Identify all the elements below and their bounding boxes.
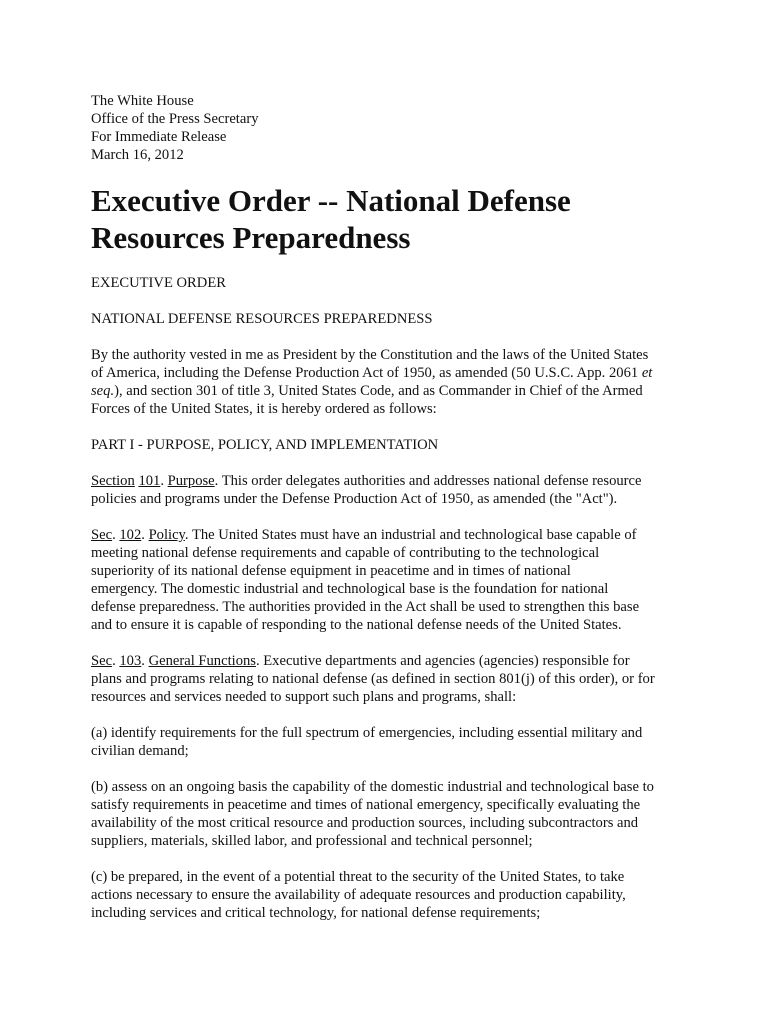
intro-paragraph bbox=[91, 346, 691, 418]
section-label: Sec bbox=[91, 527, 113, 543]
section-number: 102 bbox=[119, 527, 142, 543]
header-release: For Immediate Release bbox=[91, 129, 227, 145]
section-103: Sec. 103. General Functions. Executive departments and agencies (agencies) responsible for plans and programs relating to national defense (as defined in section 801(j) of this order), or for resources and services needed to support such plans and programs, shall: bbox=[91, 653, 655, 705]
intro-line: Forces of the United States, it is hereby ordered as follows: bbox=[91, 401, 437, 417]
page-title bbox=[91, 182, 691, 256]
section-label: Sec bbox=[91, 653, 113, 669]
intro-line: of America, including the Defense Production Act of 1950, as amended (50 U.S.C. App. 2061 et bbox=[91, 365, 653, 381]
section-101: Section 101. Purpose. This order delegates authorities and addresses national defense resource policies and programs under the Defense Production Act of 1950, as amended (the "Act"). bbox=[91, 473, 642, 507]
subhead-executive-order: EXECUTIVE ORDER bbox=[91, 275, 226, 291]
header-press-office: Office of the Press Secretary bbox=[91, 111, 259, 127]
list-item-c: (c) be prepared, in the event of a potential threat to the security of the United States, to take actions necessary to ensure the availability of adequate resources and production capability, including services and critical technology, for national defense requirements; bbox=[91, 869, 626, 921]
subhead-order-name: NATIONAL DEFENSE RESOURCES PREPAREDNESS bbox=[91, 311, 433, 327]
title-line-1: Executive Order -- National Defense bbox=[91, 183, 571, 218]
section-number: 101 bbox=[138, 473, 161, 489]
title-line-2: Resources Preparedness bbox=[91, 220, 411, 255]
section-number: 103 bbox=[119, 653, 142, 669]
header-date: March 16, 2012 bbox=[91, 147, 184, 163]
part-heading: PART I - PURPOSE, POLICY, AND IMPLEMENTATION bbox=[91, 437, 439, 453]
intro-line: By the authority vested in me as President by the Constitution and the laws of the United States bbox=[91, 347, 649, 363]
header-white-house: The White House bbox=[91, 93, 194, 109]
section-heading: Purpose bbox=[167, 473, 215, 489]
intro-line: seq.), and section 301 of title 3, United States Code, and as Commander in Chief of the Armed bbox=[91, 383, 643, 399]
section-heading: Policy bbox=[148, 527, 185, 543]
document-page bbox=[91, 92, 691, 922]
section-102: Sec. 102. Policy. The United States must have an industrial and technological base capable of meeting national defense requirements and capable of contributing to the technological superiority of its national defense equipment in peacetime and in times of national emergency. The domestic industrial and technological base is the foundation for national defense preparedness. The authorities provided in the Act shall be used to strengthen this base and to ensure it is capable of responding to the national defense needs of the United States. bbox=[91, 527, 640, 633]
list-item-b: (b) assess on an ongoing basis the capability of the domestic industrial and technological base to satisfy requirements in peacetime and times of national emergency, specifically evaluating the availability of the most critical resource and production sources, including subcontractors and suppliers, materials, skilled labor, and professional and technical personnel; bbox=[91, 779, 654, 849]
section-heading: General Functions bbox=[148, 653, 256, 669]
list-item-a: (a) identify requirements for the full spectrum of emergencies, including essential military and civilian demand; bbox=[91, 725, 643, 759]
press-header bbox=[91, 92, 691, 164]
section-label: Section bbox=[91, 473, 135, 489]
